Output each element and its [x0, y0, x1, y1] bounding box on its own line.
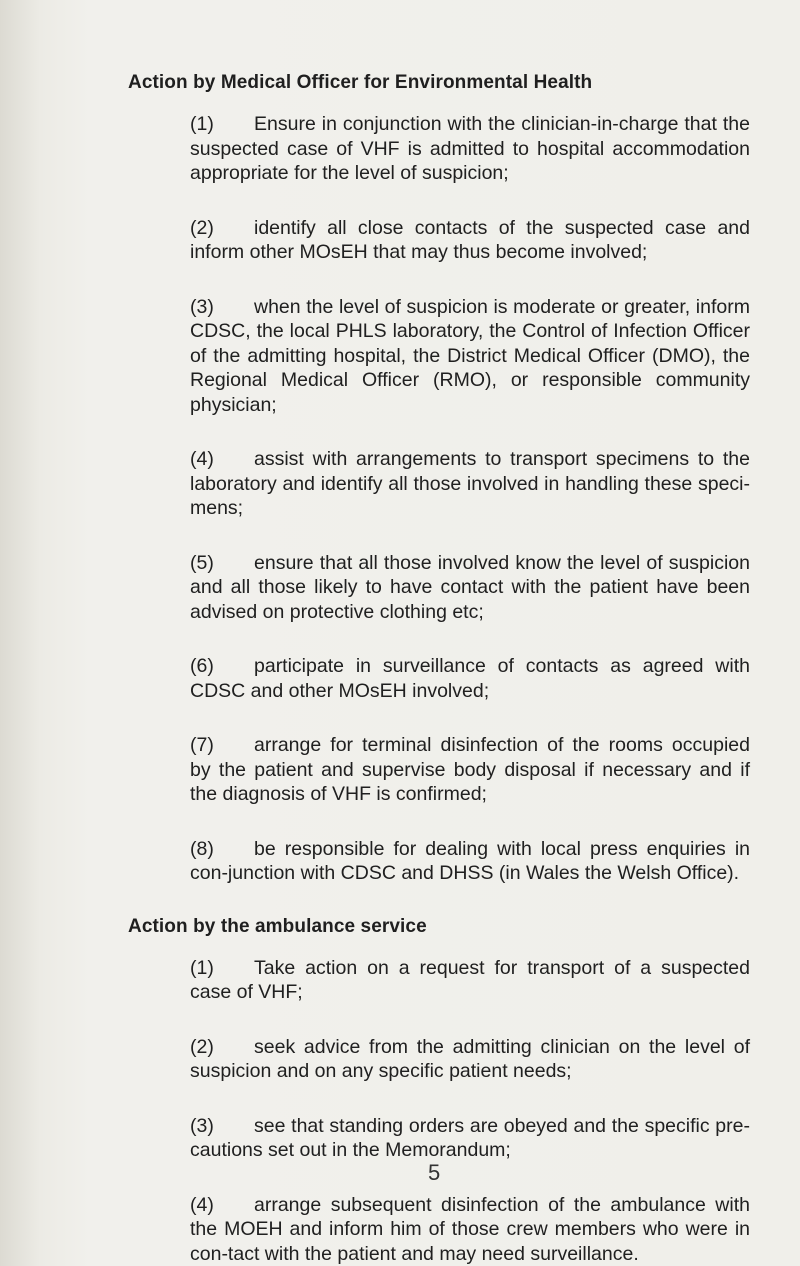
item-number: (4) [190, 1193, 254, 1218]
item-number: (2) [190, 216, 254, 241]
item-number: (1) [190, 956, 254, 981]
list-item [190, 551, 750, 625]
item-number: (4) [190, 447, 254, 472]
list-item [190, 733, 750, 807]
list-item [190, 1193, 750, 1266]
section-heading-ambulance: Action by the ambulance service [128, 916, 427, 938]
item-number: (6) [190, 654, 254, 679]
item-text: assist with arrangements to transport specimens to the laboratory and identify all those involved in handling these speci-mens; [190, 448, 750, 519]
item-text: arrange for terminal disinfection of the rooms occupied by the patient and supervise body disposal if necessary and if the diagnosis of VHF is confirmed; [190, 734, 750, 805]
item-text: be responsible for dealing with local press enquiries in con-junction with CDSC and DHSS (in Wales the Welsh Office). [190, 838, 750, 885]
section-heading-moeh: Action by Medical Officer for Environmental Health [128, 72, 592, 94]
item-number: (3) [190, 295, 254, 320]
list-item [190, 447, 750, 521]
list-item [190, 956, 750, 1005]
item-text: when the level of suspicion is moderate or greater, inform CDSC, the local PHLS laboratory, the Control of Infection Officer of the admitting hospital, the District Medical Officer (DMO), the Regional Medical Officer (RMO), or responsible community physician; [190, 296, 750, 416]
list-item [190, 1114, 750, 1163]
list-item [190, 216, 750, 265]
item-text: seek advice from the admitting clinician on the level of suspicion and on any specific patient needs; [190, 1036, 750, 1083]
item-number: (8) [190, 837, 254, 862]
item-text: ensure that all those involved know the level of suspicion and all those likely to have contact with the patient have been advised on protective clothing etc; [190, 552, 750, 623]
item-text: arrange subsequent disinfection of the ambulance with the MOEH and inform him of those crew members who were in con-tact with the patient and may need surveillance. [190, 1194, 750, 1265]
item-number: (5) [190, 551, 254, 576]
item-text: participate in surveillance of contacts as agreed with CDSC and other MOsEH involved; [190, 655, 750, 702]
list-item [190, 654, 750, 703]
item-number: (2) [190, 1035, 254, 1060]
item-number: (3) [190, 1114, 254, 1139]
list-item [190, 112, 750, 186]
list-item [190, 1035, 750, 1084]
item-text: see that standing orders are obeyed and the specific pre-cautions set out in the Memorandum; [190, 1115, 750, 1162]
page-number: 5 [428, 1160, 440, 1186]
list-item [190, 837, 750, 886]
item-number: (1) [190, 112, 254, 137]
list-item [190, 295, 750, 418]
item-text: Take action on a request for transport of a suspected case of VHF; [190, 957, 750, 1004]
item-number: (7) [190, 733, 254, 758]
item-text: Ensure in conjunction with the clinician-in-charge that the suspected case of VHF is admitted to hospital accommodation appropriate for the level of suspicion; [190, 113, 750, 184]
item-text: identify all close contacts of the suspected case and inform other MOsEH that may thus become involved; [190, 217, 750, 264]
